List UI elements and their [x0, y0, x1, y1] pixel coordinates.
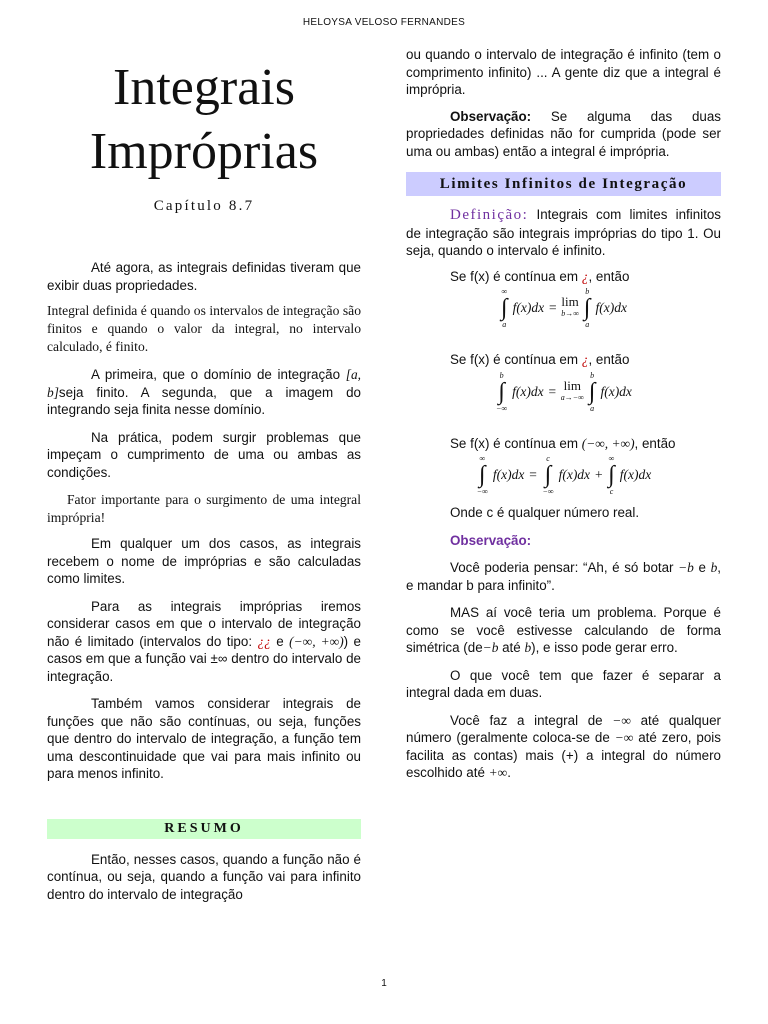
highlight-note: Fator importante para o surgimento de uma integral imprópria!: [47, 492, 361, 525]
paragraph: Onde c é qualquer número real.: [450, 505, 640, 520]
paragraph: Na prática, podem surgir problemas que impeçam o cumprimento de uma ou ambas as condições.: [47, 429, 361, 480]
paragraph: Até agora, as integrais definidas tiveram que exibir duas propriedades.: [47, 260, 361, 293]
page-title: [47, 56, 361, 184]
paragraph: Você poderia pensar: “Ah, é só botar −b e b, e mandar b para infinito”.: [406, 560, 722, 593]
definition-paragraph: Definição: Integrais com limites infinitos de integração são integrais impróprias do tipo 1. Ou seja, quando o intervalo é infinito.: [406, 207, 721, 258]
observation-paragraph: Observação: Se alguma das duas propriedades definidas não for cumprida (pode ser uma ou ambas) então a integral é imprópria.: [406, 108, 721, 159]
paragraph: Também vamos considerar integrais de funções que não são contínuas, ou seja, funções que dentro do intervalo de integração, a função tem uma descontinuidade que vai para mais infinito ou para menos infinito.: [47, 696, 361, 781]
paragraph: Para as integrais impróprias iremos considerar casos em que o intervalo de integração não é limitado (intervalos do tipo: ¿¿ e (−∞, +∞)) e casos em que a função vai ±∞ dentro do intervalo de integração.: [47, 598, 361, 684]
paragraph: Se f(x) é contínua em ¿, então: [450, 352, 630, 367]
paragraph: Se f(x) é contínua em (−∞, +∞), então: [450, 435, 676, 451]
observation-label: Observação:: [450, 532, 532, 548]
title-line-2: Impróprias: [89, 123, 319, 180]
resumo-heading: RESUMO: [47, 819, 361, 839]
paragraph: Se f(x) é contínua em ¿, então: [450, 268, 630, 284]
paragraph: Você faz a integral de −∞ até qualquer número (geralmente coloca-se de −∞ até zero, pois facilita as contas) mais (+) a integral do número escolhido até +∞.: [406, 712, 721, 780]
paragraph: MAS aí você teria um problema. Porque é como se você estivesse calculando de forma simétrica (de−b até b), e isso pode gerar erro.: [406, 605, 721, 655]
definition-note: Integral definida é quando os intervalos de integração são finitos e quando o valor da integral, no intervalo calculado, é finito.: [47, 303, 361, 354]
formula-2: b ∫ −∞ f(x)dx = lim a→−∞ b ∫ a f(x)dx: [496, 370, 632, 413]
page-number: 1: [381, 978, 387, 989]
paragraph: Então, nesses casos, quando a função não é contínua, ou seja, quando a função vai para infinito dentro do intervalo de integração: [47, 851, 361, 902]
right-column: [406, 46, 721, 782]
left-column: [47, 50, 361, 903]
page-header: HELOYSA VELOSO FERNANDES: [302, 17, 466, 28]
formula-1: ∞ ∫ a f(x)dx = lim b→∞ b ∫ a f(x)dx: [501, 287, 627, 329]
chapter-label: Capítulo 8.7: [153, 198, 255, 214]
section-heading: Limites Infinitos de Integração: [406, 172, 721, 196]
paragraph: O que você tem que fazer é separar a integral dada em duas.: [406, 667, 721, 700]
paragraph: ou quando o intervalo de integração é infinito (tem o comprimento infinito) ... A gente diz que a integral é imprópria.: [406, 47, 721, 97]
paragraph: A primeira, que o domínio de integração [a, b]seja finito. A segunda, que a imagem do integrando seja finita nesse domínio.: [47, 367, 361, 417]
formula-3: ∞ ∫ −∞ f(x)dx = c ∫ −∞ f(x)dx + ∞ ∫ c f(x)dx: [476, 454, 652, 496]
paragraph: Em qualquer um dos casos, as integrais recebem o nome de impróprias e são calculadas como limites.: [47, 536, 361, 586]
title-line-1: Integrais: [113, 59, 295, 116]
